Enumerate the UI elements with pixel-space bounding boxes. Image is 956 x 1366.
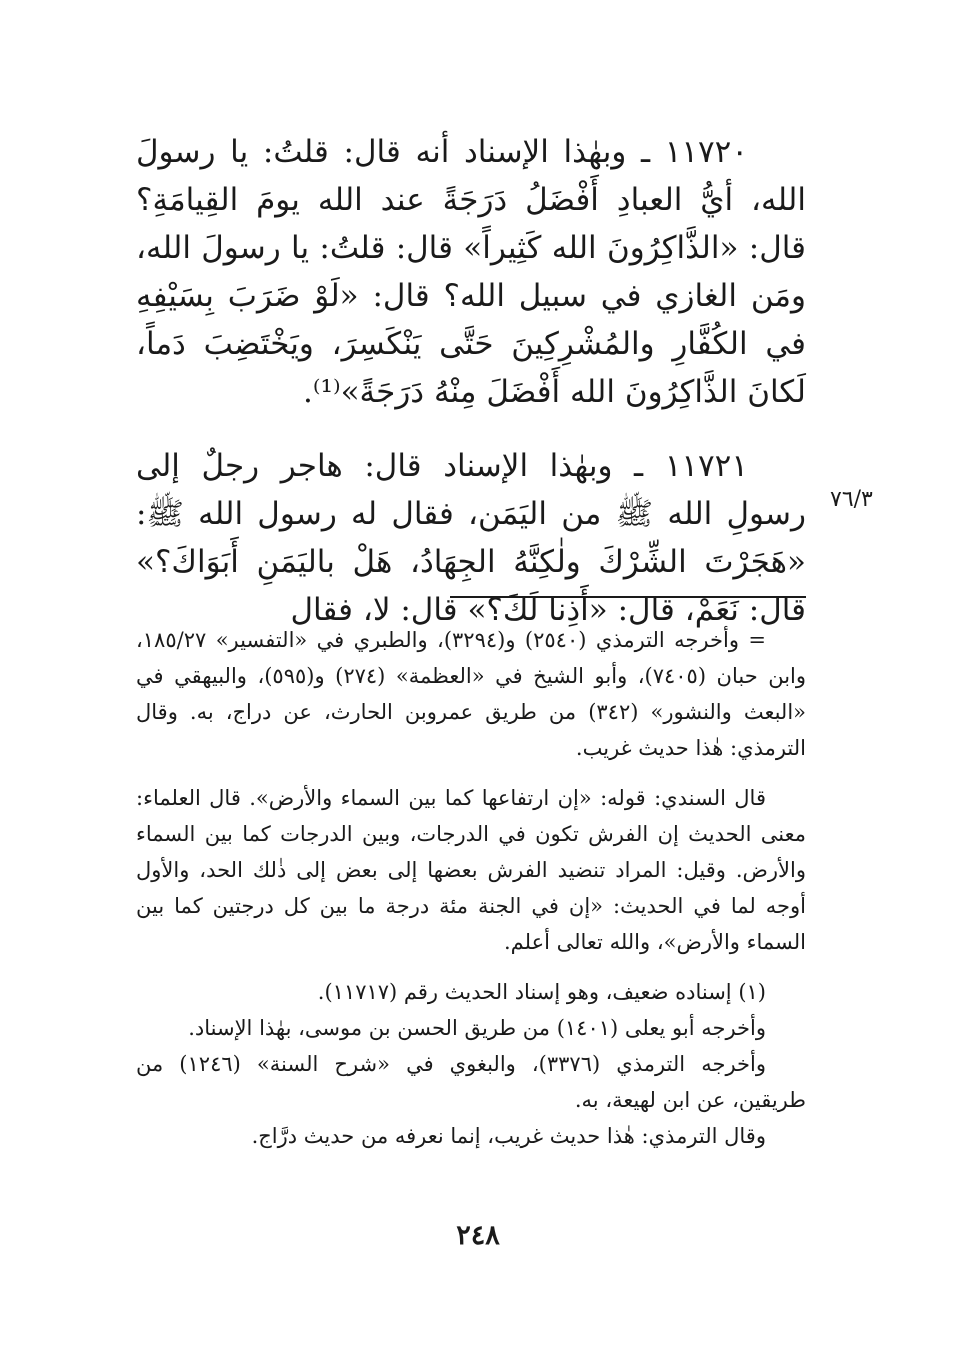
- hadith-11721: ١١٧٢١ ـ وبهٰذا الإسناد قال: هاجر رجلٌ إلى رسولِ الله ﷺ من اليَمَن، فقال له رسول الله ﷺ: «هَجَرْتَ الشِّرْكَ ولٰكِنَّهُ الجِهَادُ، هَلْ باليَمَنِ أَبَوَاكَ؟» قال: نَعَمْ، قال: «أَذِنا لَكَ؟» قال: لا، فقال: [136, 448, 806, 628]
- footnote-1-tirmidhi: وأخرجه الترمذي (٣٣٧٦)، والبغوي في «شرح السنة» (١٢٤٦) من طريقين، عن ابن لهيعة، به.: [136, 1052, 806, 1112]
- margin-volume-page-reference: ٧٦/٣: [830, 487, 873, 512]
- main-text-block: [136, 128, 806, 634]
- page-number: ٢٤٨: [456, 1220, 500, 1251]
- footnote-sindi-commentary: قال السندي: قوله: «إن ارتفاعها كما بين السماء والأرض». قال العلماء: معنى الحديث إن الفرش تكون في الدرجات، وبين الدرجات كما بين السماء والأرض. وقيل: المراد تنضيد الفرش بعضها إلى بعض إلى ذٰلك الحد، والأول أوجه لما في الحديث: «إن في الجنة مئة درجة ما بين كل درجتين كما بين السماء والأرض»، والله تعالى أعلم.: [136, 786, 806, 954]
- hadith-11720: ١١٧٢٠ ـ وبهٰذا الإسناد أنه قال: قلتُ: يا رسولَ الله، أيُّ العبادِ أَفْضَلُ دَرَجَةً عند الله يومَ القِيامَةِ؟ قال: «الذَّاكِرُونَ الله كَثِيراً» قال: قلتُ: يا رسولَ الله، ومَن الغازي في سبيل الله؟ قال: «لَوْ ضَرَبَ بِسَيْفِهِ في الكُفَّارِ والمُشْرِكِينَ حَتَّى يَنْكَسِرَ، ويَخْتَضِبَ دَماً، لَكانَ الذَّاكِرُونَ الله أَفْضَلَ مِنْهُ دَرَجَةً»⁽¹⁾.: [136, 134, 806, 410]
- footnote-takhrij-continuation: = وأخرجه الترمذي (٢٥٤٠) و(٣٢٩٤)، والطبري في «التفسير» ١٨٥/٢٧، وابن حبان (٧٤٠٥)، وأبو الشيخ في «العظمة» (٢٧٤) و(٥٩٥)، والبيهقي في «البعث والنشور» (٣٤٢) من طريق عمروبن الحارث، عن دراج، به. وقال الترمذي: هٰذا حديث غريب.: [136, 628, 807, 760]
- footnote-1-abu-yala: وأخرجه أبو يعلى (١٤٠١) من طريق الحسن بن موسى، بهٰذا الإسناد.: [188, 1016, 766, 1040]
- footnote-1-grading: (١) إسناده ضعيف، وهو إسناد الحديث رقم (١١٧١٧).: [317, 980, 766, 1004]
- footnote-separator-rule: [450, 596, 806, 598]
- footnote-1-tirmidhi-comment: وقال الترمذي: هٰذا حديث غريب، إنما نعرفه من حديث درَّاج.: [251, 1124, 766, 1148]
- footnotes-block: [136, 622, 806, 1154]
